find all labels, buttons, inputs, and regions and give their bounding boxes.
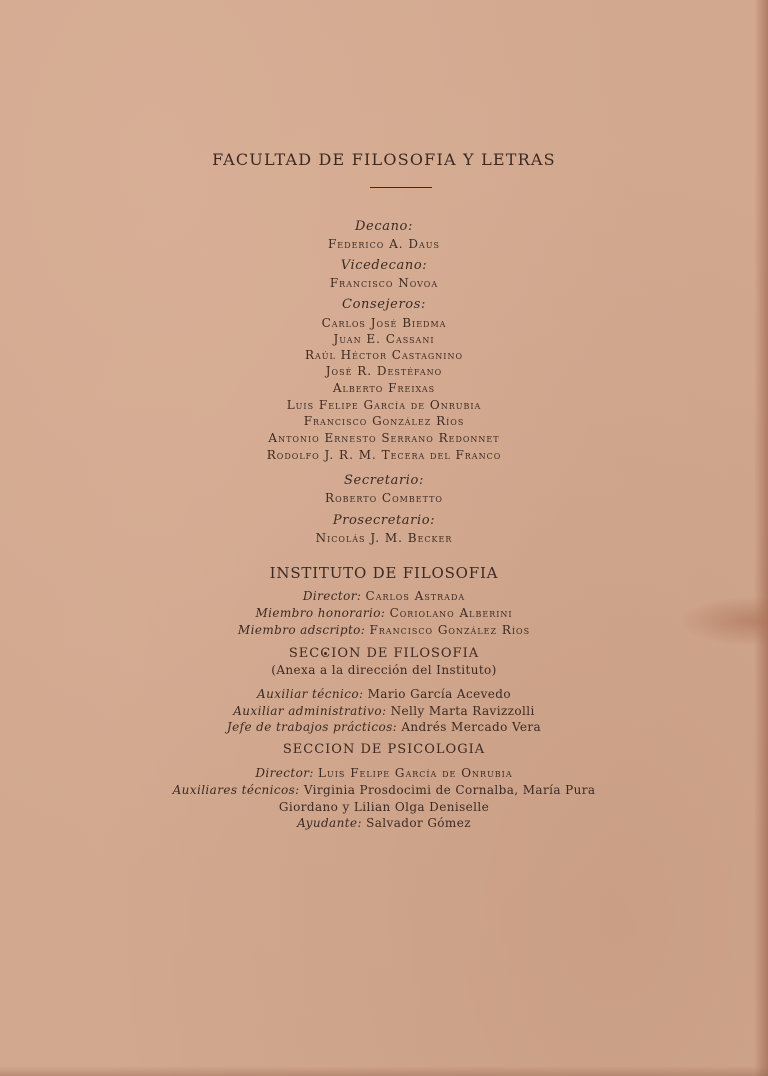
instituto-title: INSTITUTO DE FILOSOFIA [269, 564, 499, 582]
consejero-name: Luis Felipe García de Onrubia [286, 398, 482, 412]
staff-name: Andrés Mercado Vera [401, 720, 542, 734]
prosecretario-label: Prosecretario: [332, 513, 436, 528]
decano-label: Decano: [355, 219, 413, 234]
staff-name: Luis Felipe García de Onrubia [318, 766, 513, 780]
consejero-name: Raúl Héctor Castagnino [304, 348, 464, 362]
filosofia-auxiliar-tecnico-line [0, 686, 768, 702]
decano-name: Federico A. Daus [327, 237, 440, 251]
staff-name: Salvador Gómez [366, 816, 471, 830]
filosofia-auxiliar-admin-line [0, 703, 768, 719]
instituto-honorario-line [0, 605, 768, 621]
psicologia-director-line [0, 765, 768, 781]
staff-name: Mario García Acevedo [367, 687, 511, 701]
vicedecano-label: Vicedecano: [340, 258, 428, 273]
psicologia-ayudante-line [0, 815, 768, 831]
secretario-label: Secretario: [344, 473, 424, 488]
consejero-name: Carlos José Biedma [321, 316, 447, 330]
staff-role: Auxiliar administrativo: [233, 704, 387, 718]
seccion-psicologia-title: SECCION DE PSICOLOGIA [282, 742, 486, 757]
staff-role: Auxiliar técnico: [257, 687, 364, 701]
staff-name: Nelly Marta Ravizzolli [390, 704, 535, 718]
staff-role: Jefe de trabajos prácticos: [226, 720, 398, 734]
seccion-filosofia-title: SECCION DE FILOSOFIA [288, 646, 480, 661]
seccion-filosofia-subtitle: (Anexa a la dirección del Instituto) [271, 663, 497, 677]
prosecretario-name: Nicolás J. M. Becker [315, 531, 453, 545]
consejero-name: Antonio Ernesto Serrano Redonnet [268, 431, 500, 445]
staff-role: Auxiliares técnicos: [172, 783, 300, 797]
staff-name: Carlos Astrada [365, 589, 466, 603]
staff-role: Director: [302, 589, 362, 603]
filosofia-jefe-line [0, 719, 768, 735]
instituto-director-line [0, 588, 768, 604]
psicologia-auxiliares-continuation: Giordano y Lilian Olga Deniselle [278, 800, 490, 814]
consejero-name: Alberto Freixas [332, 381, 436, 395]
staff-role: Ayudante: [297, 816, 362, 830]
consejero-name: Francisco González Ríos [303, 414, 465, 428]
staff-name: Coriolano Alberini [389, 606, 513, 620]
staff-name: Francisco González Ríos [369, 623, 531, 637]
consejeros-label: Consejeros: [342, 297, 426, 312]
faculty-title: FACULTAD DE FILOSOFIA Y LETRAS [212, 150, 556, 169]
vicedecano-name: Francisco Novoa [329, 276, 439, 290]
instituto-adscripto-line [0, 622, 768, 638]
staff-name: Virginia Prosdocimi de Cornalba, María Pura [303, 783, 596, 797]
staff-role: Miembro adscripto: [237, 623, 366, 637]
staff-role: Director: [255, 766, 314, 780]
consejero-name: José R. Destéfano [325, 364, 443, 378]
secretario-name: Roberto Combetto [325, 491, 443, 505]
consejero-name: Rodolfo J. R. M. Tecera del Franco [266, 448, 502, 462]
staff-role: Miembro honorario: [255, 606, 386, 620]
consejero-name: Juan E. Cassani [333, 332, 435, 346]
title-rule [370, 187, 432, 188]
psicologia-auxiliares-line [0, 782, 768, 798]
